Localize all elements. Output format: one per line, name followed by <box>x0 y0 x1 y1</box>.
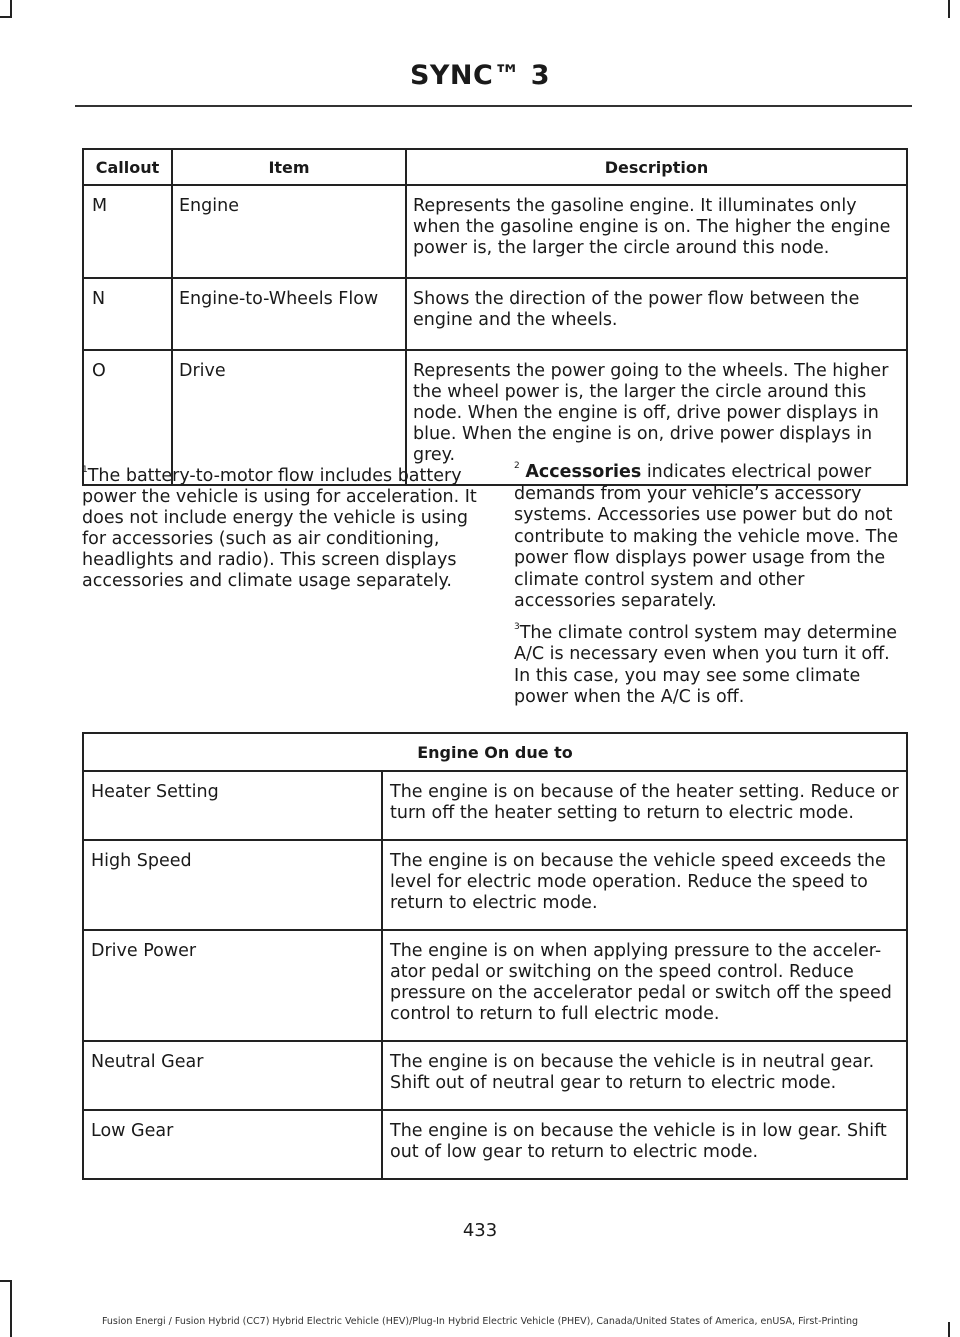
reason-cell: Drive Power <box>83 930 382 1041</box>
footnote-2 <box>514 462 908 613</box>
table-row <box>83 1041 907 1110</box>
footnote-column-left <box>82 466 477 602</box>
callout-table <box>82 148 908 486</box>
header-divider <box>75 105 912 107</box>
reason-cell: Low Gear <box>83 1110 382 1179</box>
page-footer: Fusion Energi / Fusion Hybrid (CC7) Hybrid Electric Vehicle (HEV)/Plug-In Hybrid Electric Vehicle (PHEV), Canada/United States of America, enUSA, First-Printing <box>101 1316 859 1327</box>
table-row <box>83 771 907 840</box>
callout-cell: O <box>83 350 172 485</box>
description-cell: Represents the gasoline engine. It illuminates only when the gasoline engine is on. The higher the engine power is, the larger the circle around this node. <box>406 185 907 278</box>
table-row <box>83 1110 907 1179</box>
reason-cell: High Speed <box>83 840 382 930</box>
footnote-marker: 3 <box>514 621 520 632</box>
table-row <box>83 278 907 350</box>
header-item: Item <box>172 149 406 185</box>
description-cell: Represents the power going to the wheels. The higher the wheel power is, the larger the circle around this node. When the engine is off, drive power displays in blue. When the engine is on, drive power displays in grey. <box>406 350 907 485</box>
page-number: 433 <box>462 1220 498 1241</box>
crop-mark-bottom-left-h <box>0 1280 12 1282</box>
header-description: Description <box>406 149 907 185</box>
description-cell: The engine is on because the vehicle is in neutral gear. Shift out of neutral gear to return to electric mode. <box>382 1041 907 1110</box>
table-row <box>83 930 907 1041</box>
item-cell: Drive <box>172 350 406 485</box>
footnote-marker: 1 <box>82 465 88 475</box>
table-header-row <box>83 733 907 771</box>
reason-cell: Neutral Gear <box>83 1041 382 1110</box>
item-cell: Engine-to-Wheels Flow <box>172 278 406 350</box>
footnote-3 <box>514 623 908 709</box>
footnote-1 <box>82 466 477 592</box>
crop-mark-bottom-left <box>10 1280 12 1337</box>
table-row <box>83 840 907 930</box>
description-cell: Shows the direction of the power flow between the engine and the wheels. <box>406 278 907 350</box>
item-cell: Engine <box>172 185 406 278</box>
table-header-row <box>83 149 907 185</box>
table-row <box>83 185 907 278</box>
description-cell: The engine is on because the vehicle is in low gear. Shift out of low gear to return to electric mode. <box>382 1110 907 1179</box>
reason-cell: Heater Setting <box>83 771 382 840</box>
footnote-marker: 2 <box>514 461 520 471</box>
footnote-text: The climate control system may determine A/C is necessary even when you turn it off. In this case, you may see some climate power when the A/C is off. <box>514 622 898 707</box>
header-callout: Callout <box>83 149 172 185</box>
page-title: SYNC™ 3 <box>409 60 551 91</box>
footnote-column-right <box>514 462 908 719</box>
crop-mark-top-left-h <box>0 16 12 18</box>
engine-on-table <box>82 732 908 1180</box>
description-cell: The engine is on when applying pressure to the acceler-ator pedal or switching on the speed control. Reduce pressure on the accelerator pedal or switch off the speed control to return to full electric mode. <box>382 930 907 1041</box>
crop-mark-top-right <box>948 0 950 18</box>
footnote-text: indicates electrical power demands from your vehicle’s accessory systems. Accessories use power but do not contribute to making the vehicle move. The power flow displays power usage from the climate control system and other accessories separately. <box>514 462 899 611</box>
footnote-term: Accessories <box>525 462 642 482</box>
description-cell: The engine is on because of the heater setting. Reduce or turn off the heater setting to return to electric mode. <box>382 771 907 840</box>
footnote-text: The battery-to-motor flow includes battery power the vehicle is using for acceleration. It does not include energy the vehicle is using for accessories (such as air conditioning, headlights and radio). This screen displays accessories and climate usage separately. <box>82 466 477 591</box>
description-cell: The engine is on because the vehicle speed exceeds the level for electric mode operation. Reduce the speed to return to electric mode. <box>382 840 907 930</box>
callout-cell: N <box>83 278 172 350</box>
header-engine-on: Engine On due to <box>83 733 907 771</box>
callout-cell: M <box>83 185 172 278</box>
